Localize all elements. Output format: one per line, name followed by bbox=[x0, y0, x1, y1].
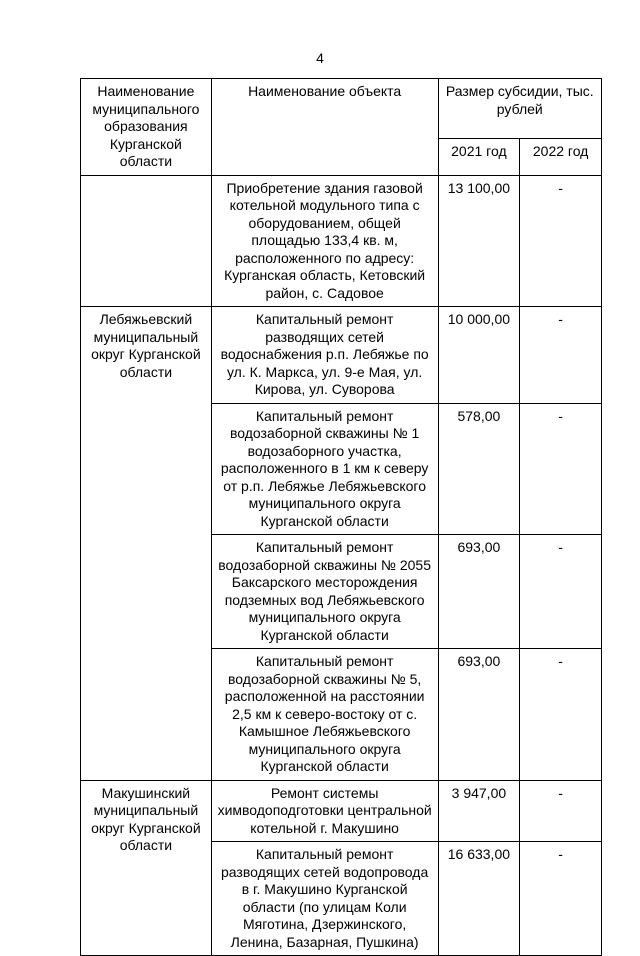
table-row bbox=[81, 175, 602, 307]
header-year-2022: 2022 год bbox=[520, 139, 602, 175]
amount-2022-cell: - bbox=[520, 649, 602, 781]
amount-2022-cell: - bbox=[520, 842, 602, 956]
object-cell: Капитальный ремонт водозаборной скважины № 1 водозаборного участка, расположенного в 1 км к северу от р.п. Лебяжье Лебяжьевского муниципального округа Курганской области bbox=[211, 403, 438, 535]
amount-2021-cell: 3 947,00 bbox=[438, 780, 520, 842]
amount-2021-cell: 578,00 bbox=[438, 403, 520, 535]
amount-2021-cell: 13 100,00 bbox=[438, 175, 520, 307]
municipality-cell: Макушинский муниципальный округ Курганской области bbox=[81, 780, 212, 956]
table-row bbox=[81, 307, 602, 404]
header-year-2021: 2021 год bbox=[438, 139, 520, 175]
amount-2022-cell: - bbox=[520, 780, 602, 842]
amount-2021-cell: 10 000,00 bbox=[438, 307, 520, 404]
amount-2022-cell: - bbox=[520, 307, 602, 404]
object-cell: Капитальный ремонт водозаборной скважины № 5, расположенной на расстоянии 2,5 км к северо-востоку от с. Камышное Лебяжьевского муниципального округа Курганской области bbox=[211, 649, 438, 781]
object-cell: Капитальный ремонт разводящих сетей водоснабжения р.п. Лебяжье по ул. К. Маркса, ул. 9-е Мая, ул. Кирова, ул. Суворова bbox=[211, 307, 438, 404]
municipality-cell: Лебяжьевский муниципальный округ Курганской области bbox=[81, 307, 212, 781]
subsidy-table bbox=[80, 78, 602, 956]
municipality-cell bbox=[81, 175, 212, 307]
object-cell: Капитальный ремонт водозаборной скважины № 2055 Баксарского месторождения подземных вод Лебяжьевского муниципального округа Курганской области bbox=[211, 535, 438, 649]
amount-2021-cell: 16 633,00 bbox=[438, 842, 520, 956]
header-municipality: Наименование муниципального образования Курганской области bbox=[81, 79, 212, 176]
page-number: 4 bbox=[316, 50, 324, 66]
header-subsidy: Размер субсидии, тыс. рублей bbox=[438, 79, 601, 139]
header-object: Наименование объекта bbox=[211, 79, 438, 176]
amount-2022-cell: - bbox=[520, 175, 602, 307]
amount-2021-cell: 693,00 bbox=[438, 649, 520, 781]
object-cell: Приобретение здания газовой котельной модульного типа с оборудованием, общей площадью 133,4 кв. м, расположенного по адресу: Курганская область, Кетовский район, с. Садовое bbox=[211, 175, 438, 307]
table-row bbox=[81, 780, 602, 842]
amount-2022-cell: - bbox=[520, 535, 602, 649]
amount-2022-cell: - bbox=[520, 403, 602, 535]
amount-2021-cell: 693,00 bbox=[438, 535, 520, 649]
object-cell: Ремонт системы химводоподготовки центральной котельной г. Макушино bbox=[211, 780, 438, 842]
object-cell: Капитальный ремонт разводящих сетей водопровода в г. Макушино Курганской области (по улицам Коли Мяготина, Дзержинского, Ленина, Базарная, Пушкина) bbox=[211, 842, 438, 956]
